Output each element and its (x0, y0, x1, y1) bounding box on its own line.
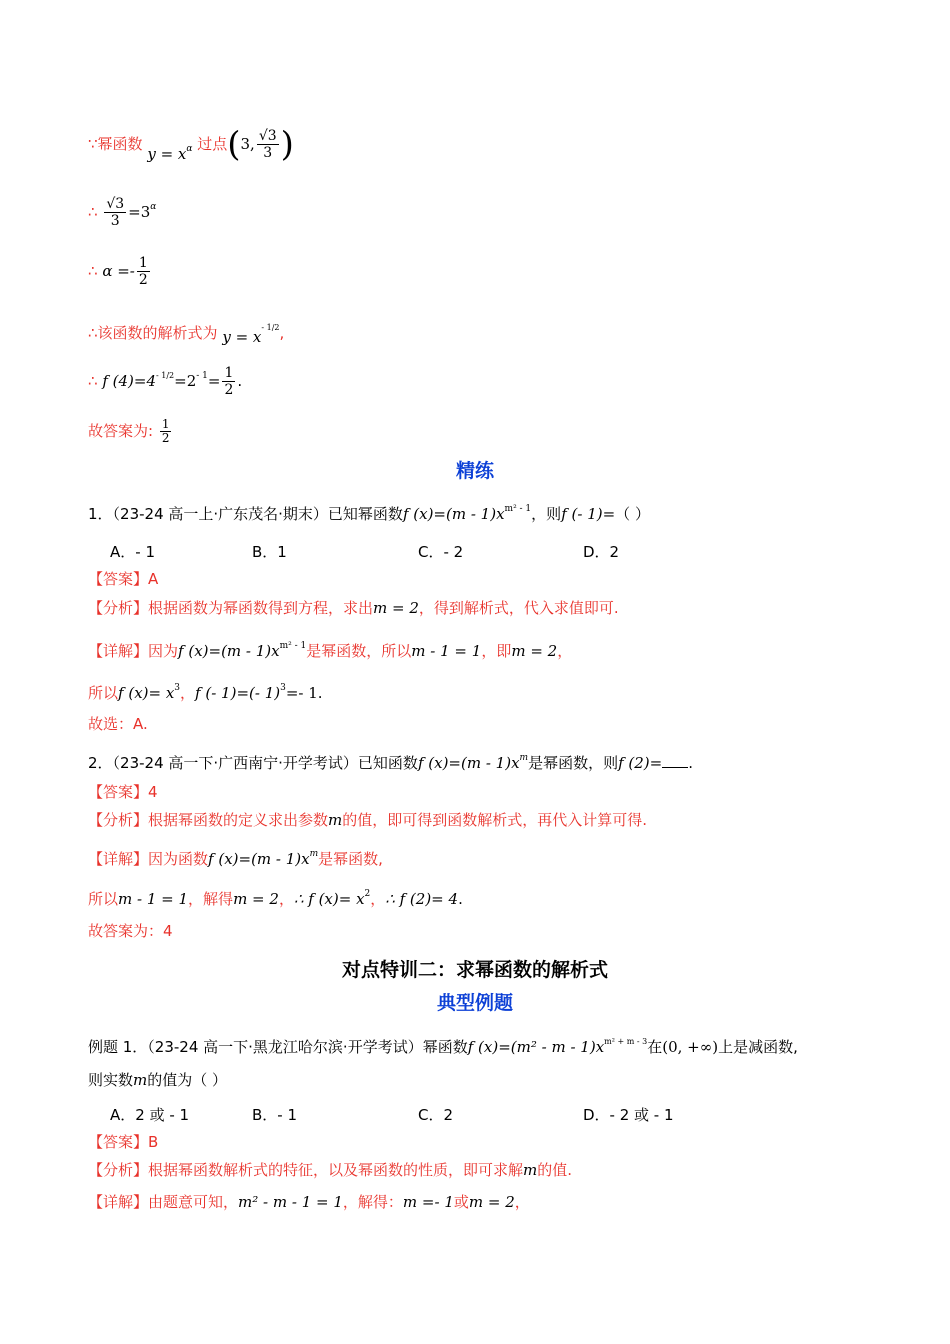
sol-line-3 (88, 255, 152, 288)
text: 根据幂函数解析式的特征，以及幂函数的性质，即可求解 (148, 1161, 524, 1179)
exponent: α (150, 202, 157, 212)
ex1-answer: 【答案】B (88, 1133, 159, 1151)
text: ，得到解析式，代入求值即可. (418, 599, 619, 617)
ex1-stem-2 (88, 1070, 227, 1090)
text: 故答案为：4 (88, 922, 173, 940)
equation: m - 1 = 1 (118, 890, 189, 908)
punct: . (317, 684, 323, 702)
text: 的值，即可得到函数解析式，再代入计算可得. (342, 811, 648, 829)
ex1-option-b: B．- 1 (252, 1106, 298, 1124)
q2-analysis (88, 810, 647, 830)
text: ，即 (481, 642, 512, 660)
text: 上是减函数, (718, 1038, 798, 1056)
sol-line-1: ∵幂函数 $y = x^\alpha$ 过点(3, $\frac{√3}{3}$ ) (88, 124, 294, 165)
label: 【详解】 (88, 850, 149, 868)
denominator: 2 (224, 382, 234, 398)
equation: f (x)=(m - 1)x (417, 754, 520, 772)
exponent: 2 (364, 889, 371, 899)
ex1-analysis (88, 1160, 572, 1180)
text: ，则 (531, 505, 562, 523)
label: 【分析】 (88, 1161, 149, 1179)
section-heading-practice: 精练 (455, 460, 494, 482)
q2-stem (88, 748, 693, 773)
exponent: - 1/2 (156, 371, 175, 380)
sol-line-4 (88, 314, 285, 346)
equation: =- 1 (285, 684, 318, 702)
exponent: m (309, 849, 319, 859)
point-x: 3, (240, 135, 255, 153)
equation: m = 2 (511, 642, 558, 660)
section-heading-examples: 典型例题 (436, 992, 513, 1014)
denominator: 2 (138, 272, 148, 288)
text: 1．（23-24 高一上·广东茂名·期末）已知幂函数 (88, 505, 403, 523)
equation: f (- 1)=(- 1) (195, 684, 281, 702)
text: 是幂函数, (318, 850, 383, 868)
equation: ∴ f (x)= x (293, 890, 365, 908)
text: ，解得 (188, 890, 234, 908)
q1-option-a: A．- 1 (110, 543, 155, 561)
q1-detail (88, 636, 572, 661)
q1-so (88, 678, 323, 703)
answer-label: 故答案为: (88, 422, 154, 440)
rhs: =3 (128, 203, 151, 221)
q1-stem (88, 499, 650, 524)
numerator: 1 (224, 365, 234, 381)
exponent: m (519, 753, 529, 763)
q2-final (88, 921, 173, 941)
text: 则实数 (88, 1071, 134, 1089)
exponent: m² - 1 (504, 504, 532, 514)
equation: y = x (222, 328, 262, 346)
punct: ， (370, 890, 386, 908)
exponent: - 1 (196, 371, 208, 381)
punct: . (458, 890, 463, 908)
punct: ， (557, 642, 573, 660)
q1-analysis (88, 598, 619, 618)
punct: ， (514, 1193, 530, 1211)
text: 是幂函数，则 (528, 754, 619, 772)
text: ∴该函数的解析式为 (88, 324, 218, 342)
sol-line-2 (88, 196, 156, 229)
variable: m (133, 1071, 148, 1089)
equation: m = 2 (373, 599, 419, 617)
numerator: 1 (138, 255, 148, 271)
equation: α =- (102, 262, 135, 280)
therefore: ∴ (88, 262, 98, 280)
q1-option-c: C．- 2 (418, 543, 464, 561)
exponent: - 1/2 (261, 323, 280, 332)
ex1-option-d: D．- 2 或 - 1 (583, 1106, 674, 1124)
text: 根据函数为幂函数得到方程，求出 (148, 599, 374, 617)
q1-choose: 故选：A. (88, 715, 148, 733)
equation: m² - m - 1 = 1 (238, 1193, 343, 1211)
answer-blank (662, 753, 688, 768)
exponent: α (186, 144, 193, 154)
q2-detail (88, 844, 383, 869)
ex1-stem (88, 1032, 798, 1057)
text: 或 (453, 1193, 469, 1211)
label: 【分析】 (88, 811, 149, 829)
variable: m (523, 1161, 538, 1179)
exponent: m² - 1 (279, 641, 307, 651)
exponent: m² + m - 3 (604, 1037, 648, 1046)
text: 例题 1．（23-24 高一下·黑龙江哈尔滨·开学考试）幂函数 (88, 1038, 468, 1056)
denominator: 3 (263, 145, 273, 161)
text: 2．（23-24 高一下·广西南宁·开学考试）已知函数 (88, 754, 418, 772)
text: 根据幂函数的定义求出参数 (148, 811, 329, 829)
label: 【详解】 (88, 1193, 149, 1211)
text: 因为 (148, 642, 179, 660)
text: 因为函数 (148, 850, 209, 868)
text: 所以 (88, 684, 119, 702)
text: 的值为（ ） (147, 1071, 228, 1089)
label: 【详解】 (88, 642, 149, 660)
denominator: 2 (161, 431, 170, 445)
q1-answer: 【答案】A (88, 570, 159, 588)
text: ，解得： (342, 1193, 403, 1211)
exponent: 3 (280, 683, 286, 693)
section-title: 对点特训二：求幂函数的解析式 (341, 959, 608, 981)
blank-paren: （ ） (615, 505, 650, 523)
numerator: √3 (258, 128, 277, 144)
label: 【分析】 (88, 599, 149, 617)
exponent: 3 (174, 683, 181, 693)
q2-so (88, 884, 463, 909)
q2-answer: 【答案】4 (88, 783, 158, 801)
punct: , (279, 324, 285, 342)
punct: ， (180, 684, 196, 702)
ex1-option-a: A．2 或 - 1 (110, 1106, 190, 1124)
interval: (0, +∞) (662, 1038, 719, 1056)
q1-option-b: B．1 (252, 543, 287, 561)
text: 的值. (537, 1161, 573, 1179)
denominator: 3 (110, 213, 120, 229)
equation: f (2)= (618, 754, 663, 772)
equation-mid: =2 (174, 372, 197, 390)
text: 由题意可知， (148, 1193, 239, 1211)
text: 所以 (88, 890, 119, 908)
punct: . (237, 372, 243, 390)
equals: = (207, 372, 221, 390)
ex1-option-c: C．2 (418, 1106, 454, 1124)
equation: m =- 1 (402, 1193, 454, 1211)
equation: f (4)=4 (102, 372, 157, 390)
sol-line-6 (88, 418, 173, 445)
sol-line-5 (88, 365, 242, 398)
numerator: √3 (106, 196, 125, 212)
equation: f (x)=(m - 1)x (178, 642, 280, 660)
equation: f (- 1)= (561, 505, 616, 523)
variable: m (328, 811, 343, 829)
text: 在 (647, 1038, 663, 1056)
equation: y = x (147, 145, 187, 163)
numerator: 1 (161, 417, 170, 431)
therefore: ∴ (88, 203, 98, 221)
equation: m = 2 (468, 1193, 515, 1211)
equation: m - 1 = 1 (411, 642, 482, 660)
punct: . (688, 754, 694, 772)
equation: f (x)=(m² - m - 1)x (467, 1038, 605, 1056)
equation: f (x)=(m - 1)x (208, 850, 310, 868)
text: 过点 (197, 135, 228, 153)
text: 是幂函数，所以 (306, 642, 412, 660)
q1-option-d: D．2 (583, 543, 620, 561)
equation: ∴ f (2)= 4 (385, 890, 459, 908)
equation: m = 2 (233, 890, 279, 908)
punct: ， (278, 890, 294, 908)
therefore: ∴ (88, 372, 98, 390)
equation: f (x)= x (118, 684, 175, 702)
ex1-detail (88, 1192, 530, 1212)
equation: f (x)=(m - 1)x (402, 505, 505, 523)
text: ∵幂函数 (88, 135, 143, 153)
